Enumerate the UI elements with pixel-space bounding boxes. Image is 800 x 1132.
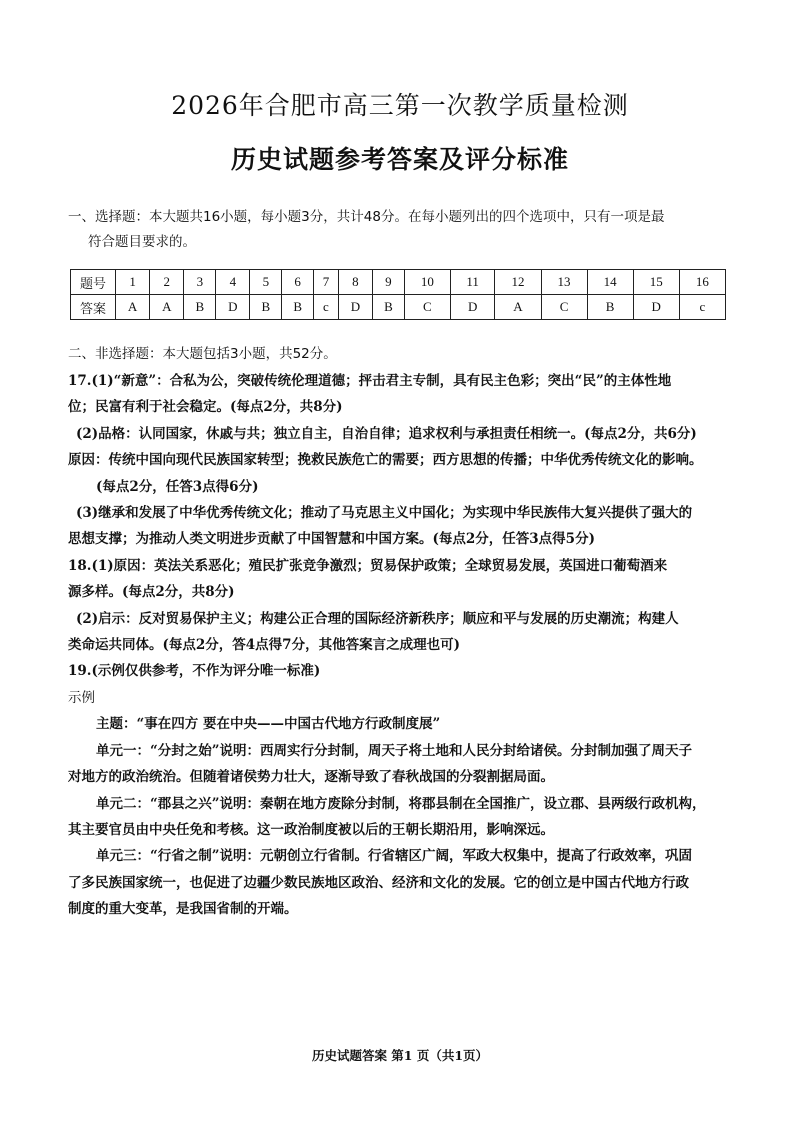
q17-part2-line1: (2)品格：认同国家，休戚与共；独立自主，自治自律；追求权利与承担责任相统一。(每点2分，共6分): [76, 425, 697, 442]
answer-cell: D: [450, 295, 495, 320]
question-number-cell: 9: [372, 270, 404, 295]
q19-unit3-line3: 制度的重大变革，是我国省制的开端。: [68, 901, 298, 918]
q19-theme: 主题：“事在四方 要在中央——中国古代地方行政制度展”: [96, 716, 441, 733]
answer-cell: C: [541, 295, 587, 320]
section2-heading: 二、非选择题：本大题包括3小题，共52分。: [68, 346, 337, 362]
q19-unit2-line2: 其主要官员由中央任免和考核。这一政治制度被以后的王朝长期沿用，影响深远。: [68, 821, 554, 838]
answer-header: 答案: [71, 295, 116, 320]
page-footer: 历史试题答案 第1 页（共1页）: [311, 1048, 489, 1063]
q19-heading: 19.(示例仅供参考，不作为评分唯一标准): [68, 663, 321, 680]
answer-cell: B: [282, 295, 314, 320]
answer-cell: c: [679, 295, 725, 320]
q17-part1-line1: 17.(1)“新意”：合私为公，突破传统伦理道德；抨击君主专制，具有民主色彩；突出“民”的主体性地: [68, 373, 672, 389]
question-number-cell: 2: [150, 270, 184, 295]
answer-body: [68, 368, 744, 923]
exam-title: 2026年合肥市高三第一次教学质量检测: [171, 91, 629, 120]
answer-cell: A: [116, 295, 150, 320]
answer-cell: B: [250, 295, 282, 320]
document-subtitle: 历史试题参考答案及评分标准: [230, 145, 569, 174]
question-number-cell: 16: [679, 270, 725, 295]
section1-line2: 符合题目要求的。: [88, 234, 196, 250]
q18-part2-line1: (2)启示：反对贸易保护主义；构建公正合理的国际经济新秩序；顺应和平与发展的历史潮流；构建人: [76, 610, 679, 627]
answer-cell: C: [404, 295, 450, 320]
answer-table: [70, 269, 726, 320]
question-number-cell: 13: [541, 270, 587, 295]
answer-cell: B: [587, 295, 633, 320]
question-number-cell: 15: [633, 270, 679, 295]
answer-cell: D: [338, 295, 372, 320]
q19-unit3-line2: 了多民族国家统一，也促进了边疆少数民族地区政治、经济和文化的发展。它的创立是中国古代地方行政: [68, 874, 689, 891]
answer-cell: c: [314, 295, 339, 320]
question-number-header: 题号: [71, 270, 116, 295]
question-number-row: [71, 270, 726, 295]
answer-cell: B: [372, 295, 404, 320]
question-number-cell: 6: [282, 270, 314, 295]
answer-row: [71, 295, 726, 320]
q19-unit1-line2: 对地方的政治统治。但随着诸侯势力壮大，逐渐导致了春秋战国的分裂割据局面。: [68, 769, 554, 786]
answer-cell: D: [216, 295, 250, 320]
q17-part1-line2: 位；民富有利于社会稳定。(每点2分，共8分): [68, 399, 343, 416]
answer-cell: B: [184, 295, 216, 320]
section1-instructions: [68, 205, 748, 255]
question-number-cell: 4: [216, 270, 250, 295]
q18-part1-line1: 18.(1)原因：英法关系恶化；殖民扩张竞争激烈；贸易保护政策；全球贸易发展，英国进口葡萄酒来: [68, 557, 668, 574]
answer-cell: D: [633, 295, 679, 320]
q19-unit3-line1: 单元三：“行省之制”说明：元朝创立行省制。行省辖区广阔，军政大权集中，提高了行政效率，巩固: [96, 848, 693, 865]
answer-cell: A: [150, 295, 184, 320]
q17-part3-line1: (3)继承和发展了中华优秀传统文化；推动了马克思主义中国化；为实现中华民族伟大复兴提供了强大的: [76, 505, 693, 522]
question-number-cell: 10: [404, 270, 450, 295]
question-number-cell: 1: [116, 270, 150, 295]
q19-unit2-line1: 单元二：“郡县之兴”说明：秦朝在地方废除分封制，将郡县制在全国推广，设立郡、县两级行政机构，: [96, 795, 706, 812]
answer-cell: A: [495, 295, 541, 320]
q17-part3-line2: 思想支撑；为推动人类文明进步贡献了中国智慧和中国方案。(每点2分，任答3点得5分): [68, 531, 595, 548]
question-number-cell: 7: [314, 270, 339, 295]
question-number-cell: 11: [450, 270, 495, 295]
q18-part1-line2: 源多样。(每点2分，共8分): [68, 584, 235, 601]
question-number-cell: 5: [250, 270, 282, 295]
question-number-cell: 3: [184, 270, 216, 295]
section1-line1: 一、选择题：本大题共16小题，每小题3分，共计48分。在每小题列出的四个选项中，只有一项是最: [68, 209, 665, 225]
question-number-cell: 12: [495, 270, 541, 295]
q19-example-label: 示例: [68, 689, 95, 706]
question-number-cell: 8: [338, 270, 372, 295]
q17-part2-line3: (每点2分，任答3点得6分): [96, 478, 259, 495]
q17-part2-line2: 原因：传统中国向现代民族国家转型；挽救民族危亡的需要；西方思想的传播；中华优秀传统文化的影响。: [68, 452, 703, 469]
q18-part2-line2: 类命运共同体。(每点2分，答4点得7分，其他答案言之成理也可): [68, 637, 460, 654]
question-number-cell: 14: [587, 270, 633, 295]
q19-unit1-line1: 单元一：“分封之始”说明：西周实行分封制，周天子将土地和人民分封给诸侯。分封制加强了周天子: [96, 742, 693, 759]
